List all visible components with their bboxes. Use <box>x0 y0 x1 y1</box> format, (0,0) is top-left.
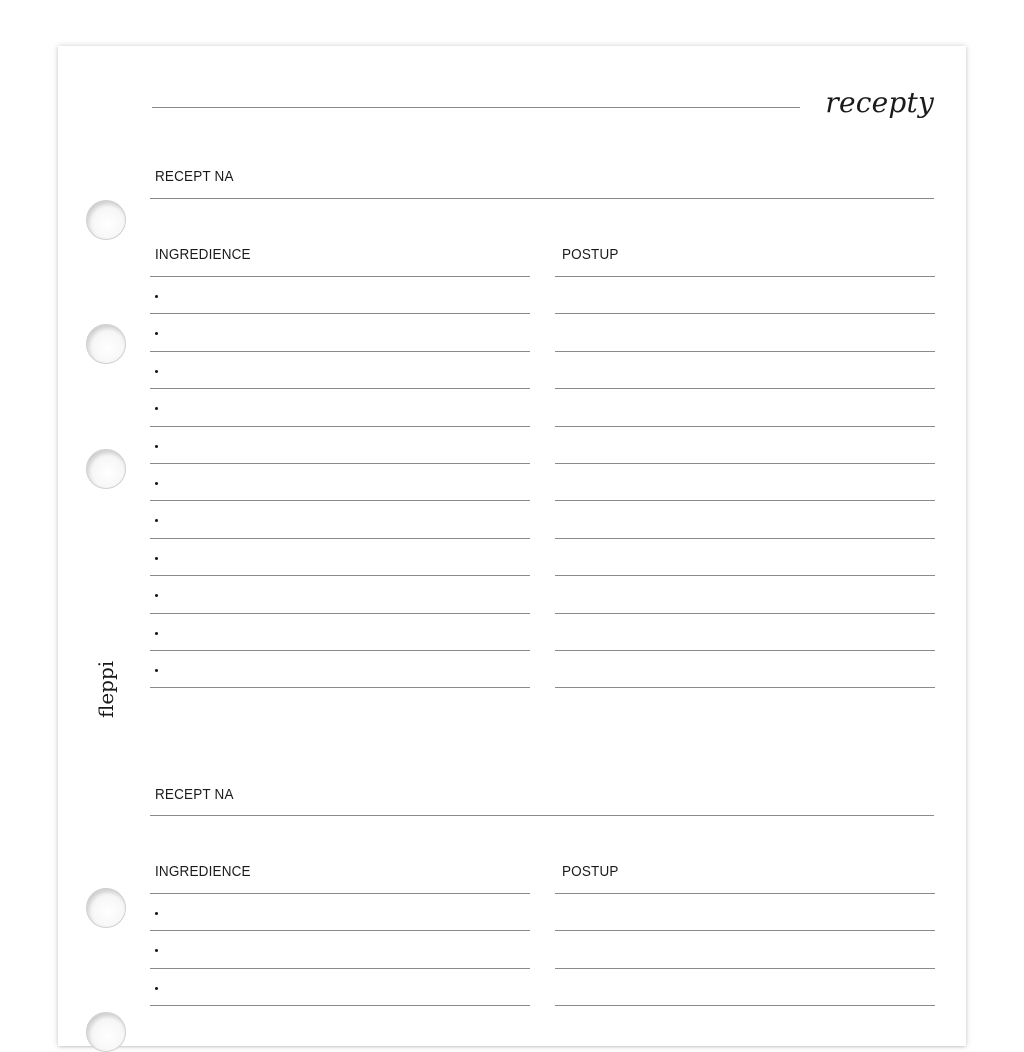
ingredients-header: INGREDIENCE <box>155 863 251 880</box>
ingredient-bullet <box>155 407 158 410</box>
binder-hole <box>86 324 126 364</box>
binder-hole <box>86 200 126 240</box>
ingredient-bullet <box>155 949 158 952</box>
ingredient-line[interactable] <box>150 968 530 969</box>
ingredient-line[interactable] <box>150 575 530 576</box>
recipe-name-label: RECEPT NA <box>155 168 234 185</box>
ingredient-bullet <box>155 987 158 990</box>
ingredient-line[interactable] <box>150 650 530 651</box>
step-line[interactable] <box>555 388 935 389</box>
step-line[interactable] <box>555 1005 935 1006</box>
step-line[interactable] <box>555 930 935 931</box>
recipe-name-line[interactable] <box>150 815 934 816</box>
ingredient-bullet <box>155 482 158 485</box>
step-line[interactable] <box>555 575 935 576</box>
binder-hole <box>86 888 126 928</box>
steps-header: POSTUP <box>562 863 619 880</box>
ingredient-bullet <box>155 557 158 560</box>
page-title: recepty <box>825 86 934 119</box>
title-rule <box>152 107 800 108</box>
ingredient-line[interactable] <box>150 930 530 931</box>
step-line[interactable] <box>555 650 935 651</box>
ingredient-bullet <box>155 594 158 597</box>
ingredient-line[interactable] <box>150 313 530 314</box>
ingredient-bullet <box>155 332 158 335</box>
step-line[interactable] <box>555 613 935 614</box>
ingredient-line[interactable] <box>150 1005 530 1006</box>
ingredient-bullet <box>155 519 158 522</box>
ingredient-line[interactable] <box>150 613 530 614</box>
binder-hole <box>86 449 126 489</box>
ingredient-bullet <box>155 669 158 672</box>
ingredient-line[interactable] <box>150 426 530 427</box>
step-line[interactable] <box>555 687 935 688</box>
ingredient-line[interactable] <box>150 687 530 688</box>
brand-logo-text: fleppi <box>94 660 118 718</box>
step-line[interactable] <box>555 538 935 539</box>
ingredient-line[interactable] <box>150 351 530 352</box>
step-line[interactable] <box>555 463 935 464</box>
ingredient-bullet <box>155 295 158 298</box>
step-line[interactable] <box>555 351 935 352</box>
steps-header: POSTUP <box>562 246 619 263</box>
step-line[interactable] <box>555 276 935 277</box>
step-line[interactable] <box>555 500 935 501</box>
ingredient-line[interactable] <box>150 463 530 464</box>
ingredient-line[interactable] <box>150 893 530 894</box>
recipe-name-line[interactable] <box>150 198 934 199</box>
ingredient-bullet <box>155 445 158 448</box>
ingredient-bullet <box>155 912 158 915</box>
ingredients-header: INGREDIENCE <box>155 246 251 263</box>
ingredient-line[interactable] <box>150 500 530 501</box>
ingredient-bullet <box>155 370 158 373</box>
ingredient-line[interactable] <box>150 388 530 389</box>
step-line[interactable] <box>555 968 935 969</box>
step-line[interactable] <box>555 313 935 314</box>
step-line[interactable] <box>555 893 935 894</box>
ingredient-line[interactable] <box>150 276 530 277</box>
binder-hole <box>86 1012 126 1052</box>
recipe-name-label: RECEPT NA <box>155 786 234 803</box>
planner-page <box>58 46 966 1046</box>
ingredient-bullet <box>155 632 158 635</box>
step-line[interactable] <box>555 426 935 427</box>
ingredient-line[interactable] <box>150 538 530 539</box>
